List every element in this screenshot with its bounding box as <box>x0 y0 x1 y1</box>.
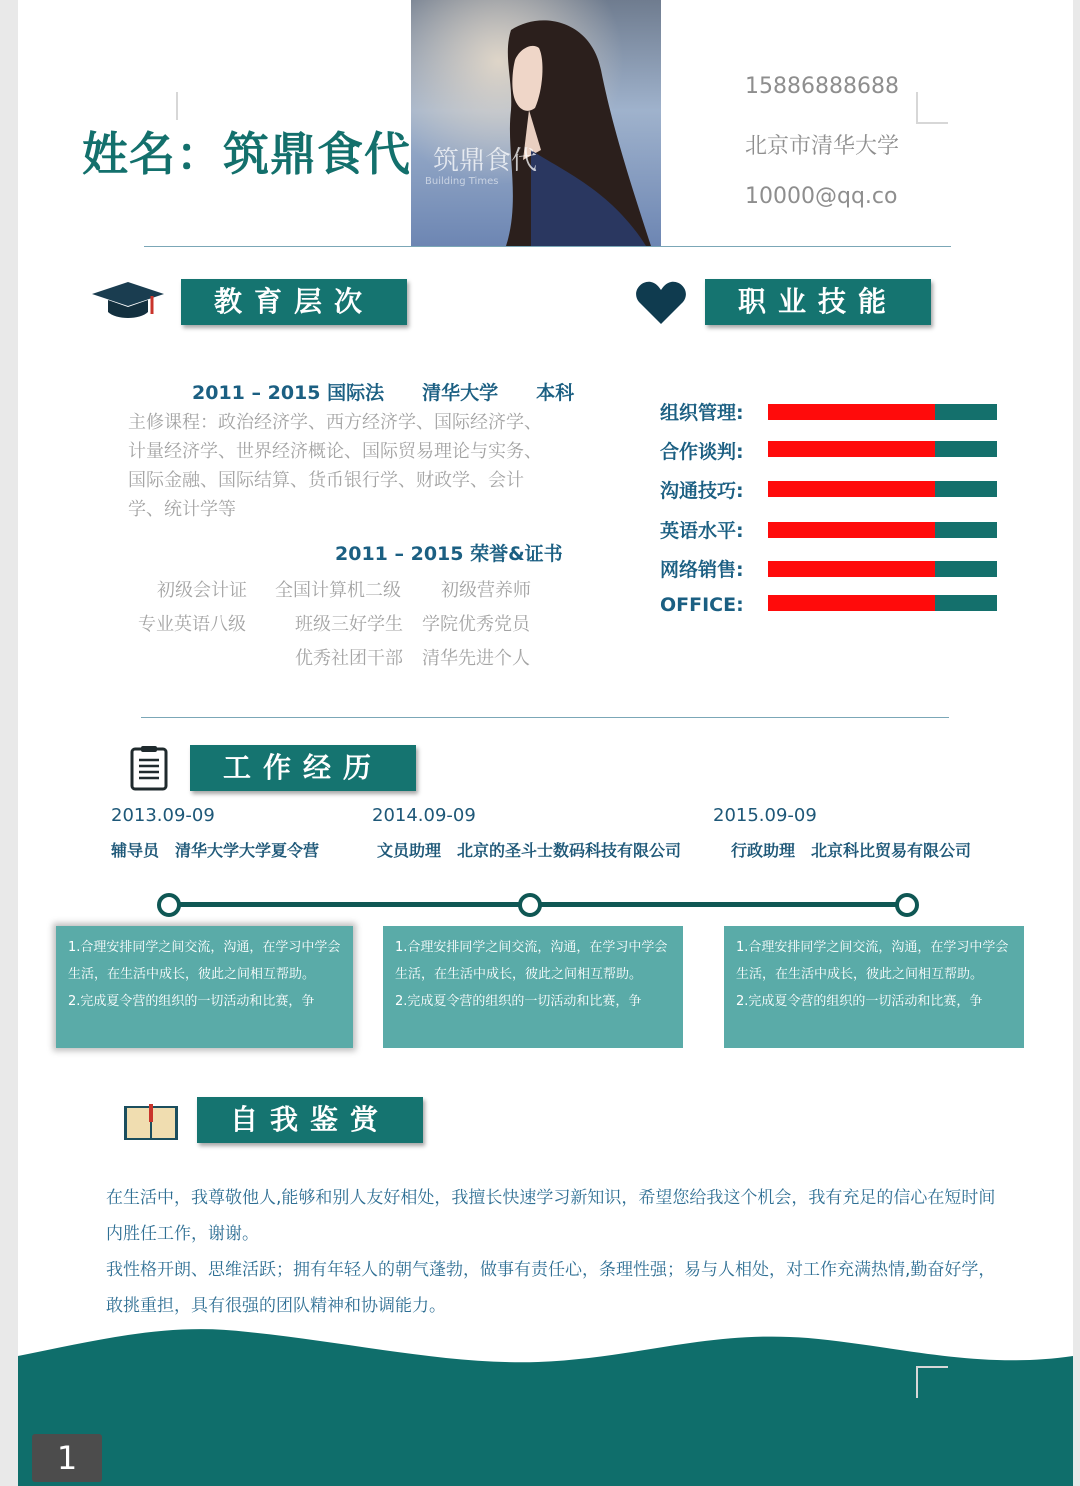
skill-bar <box>768 441 997 457</box>
job-desc-line: 1.合理安排同学之间交流，沟通，在学习中学会生活，在生活中成长，彼此之间相互帮助。 <box>736 940 1009 982</box>
cert-item: 全国计算机二级 <box>275 580 401 601</box>
job-desc-line: 2.完成夏令营的组织的一切活动和比赛，争 <box>68 994 315 1009</box>
divider <box>141 717 949 718</box>
corner-mark <box>916 1366 948 1398</box>
corner-mark <box>916 92 948 124</box>
job-desc-line: 2.完成夏令营的组织的一切活动和比赛，争 <box>395 994 642 1009</box>
skill-label: 组织管理: <box>660 402 744 424</box>
job-desc-line: 2.完成夏令营的组织的一切活动和比赛，争 <box>736 994 983 1009</box>
cert-item: 初级营养师 <box>441 580 531 601</box>
cert-item: 优秀社团干部 <box>295 648 403 669</box>
footer-wave <box>18 1320 1073 1486</box>
self-paragraph: 在生活中，我尊敬他人,能够和别人友好相处，我擅长快速学习新知识，希望您给我这个机会，我有充足的信心在短时间内胜任工作，谢谢。 <box>106 1188 996 1244</box>
email-text: 10000@qq.co <box>745 184 898 209</box>
cert-item: 学院优秀党员 <box>422 614 530 635</box>
skill-bar <box>768 481 997 497</box>
skill-bar <box>768 404 997 420</box>
job-title: 行政助理 北京科比贸易有限公司 <box>731 841 972 860</box>
job-title: 文员助理 北京的圣斗士数码科技有限公司 <box>377 841 682 860</box>
cert-item: 专业英语八级 <box>138 614 246 635</box>
profile-photo <box>411 0 661 246</box>
corner-mark <box>146 92 178 120</box>
name-title: 姓名：筑鼎食代 <box>82 127 411 181</box>
job-date: 2014.09-09 <box>372 805 476 826</box>
work-heading: 工作经历 <box>190 745 416 791</box>
heart-icon <box>635 280 687 326</box>
skill-label: 英语水平: <box>660 520 744 542</box>
photo-watermark: 筑鼎食代 <box>433 146 538 176</box>
phone-text: 15886888688 <box>745 74 899 99</box>
cert-item: 班级三好学生 <box>295 614 403 635</box>
skill-bar <box>768 522 997 538</box>
graduation-cap-icon <box>90 278 166 324</box>
skill-label: 网络销售: <box>660 559 744 581</box>
self-heading: 自我鉴赏 <box>197 1097 423 1143</box>
job-title: 辅导员 清华大学大学夏令营 <box>111 841 320 860</box>
skill-bar <box>768 595 997 611</box>
timeline-node <box>518 893 542 917</box>
honors-title: 2011 – 2015 荣誉&证书 <box>335 543 563 565</box>
cert-item: 清华先进个人 <box>422 648 530 669</box>
job-desc-line: 1.合理安排同学之间交流，沟通，在学习中学会生活，在生活中成长，彼此之间相互帮助。 <box>395 940 668 982</box>
job-description-box <box>724 926 1024 1048</box>
skill-bar <box>768 561 997 577</box>
page-number: 1 <box>32 1434 102 1482</box>
cert-item: 初级会计证 <box>157 580 247 601</box>
skill-label: 合作谈判: <box>660 441 744 463</box>
self-paragraph: 我性格开朗、思维活跃；拥有年轻人的朝气蓬勃，做事有责任心，条理性强；易与人相处，对工作充满热情,勤奋好学，敢挑重担，具有很强的团队精神和协调能力。 <box>106 1260 996 1316</box>
resume-page <box>18 0 1073 1486</box>
skills-heading: 职业技能 <box>705 279 931 325</box>
photo-watermark-sub: Building Times <box>425 176 499 187</box>
job-date: 2013.09-09 <box>111 805 215 826</box>
open-book-icon <box>122 1100 180 1146</box>
timeline-node <box>895 893 919 917</box>
education-courses: 主修课程：政治经济学、西方经济学、国际经济学、计量经济学、世界经济概论、国际贸易理论与实务、国际金融、国际结算、货币银行学、财政学、会计学、统计学等 <box>128 412 542 520</box>
address-text: 北京市清华大学 <box>745 134 900 159</box>
education-degree: 2011 – 2015 国际法 清华大学 本科 <box>192 382 575 404</box>
job-date: 2015.09-09 <box>713 805 817 826</box>
self-assessment-text <box>106 1180 1006 1324</box>
divider <box>144 246 951 247</box>
job-description-box <box>56 926 353 1048</box>
job-desc-line: 1.合理安排同学之间交流，沟通，在学习中学会生活，在生活中成长，彼此之间相互帮助。 <box>68 940 341 982</box>
job-description-box <box>383 926 683 1048</box>
education-heading: 教育层次 <box>181 279 407 325</box>
clipboard-icon <box>129 745 169 791</box>
skill-label: OFFICE: <box>660 594 744 616</box>
timeline-node <box>157 893 181 917</box>
skill-label: 沟通技巧: <box>660 480 744 502</box>
